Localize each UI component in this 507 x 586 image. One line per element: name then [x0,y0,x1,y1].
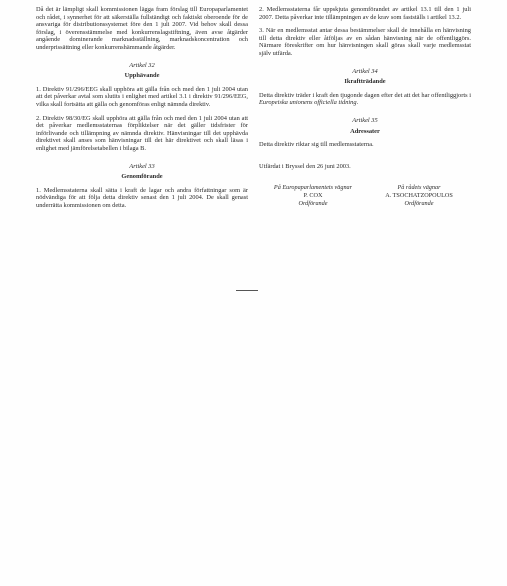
article-33-number: Artikel 33 [129,162,155,170]
signature-block [259,184,471,224]
left-column [36,6,248,215]
article-32-title: Upphävande [124,72,160,80]
signature-role: Ordförande [404,200,434,208]
article-35-paragraph: Detta direktiv riktar sig till medlemsstaterna. [259,141,374,149]
article-34-title: Ikraftträdande [344,78,386,86]
article-35-number: Artikel 35 [352,116,378,124]
intro-paragraph: Då det är lämpligt skall kommissionen lägga fram förslag till Europaparlamentet och rådet, i synnerhet för att säkerställa fullständigt och faktiskt oberoende för de ansvariga för distributionssystemet före den 1 juli 2007. Vid behov skall dessa förslag, i överensstämmelse med konkurrenslagstiftning, även avse åtgärder angående dominerande marknadsställning, marknadskoncentration och underprissättning eller konkurrenshämmande åtgärder. [36,6,248,51]
signature-on-behalf: På Europaparlamentets vägnar [273,184,353,192]
signature-parliament [263,184,363,208]
signature-name: P. COX [303,192,323,200]
signature-name: A. TSOCHATZOPOULOS [385,192,453,200]
article-35-title: Adressater [350,127,380,135]
article-33-paragraph-2: 2. Medlemsstaterna får uppskjuta genomförandet av artikel 13.1 till den 1 juli 2007. Detta påverkar inte tillämpningen av de krav som fastställs i artikel 13.2. [259,6,471,21]
end-rule-divider [236,290,258,291]
article-34-paragraph [259,92,471,107]
signature-role: Ordförande [298,200,328,208]
article-33-paragraph-1: 1. Medlemsstaterna skall sätta i kraft de lagar och andra författningar som är nödvändiga för att följa detta direktiv senast den 1 juli 2004. De skall genast underrätta kommissionen om detta. [36,186,248,209]
article-33-title: Genomförande [121,173,163,181]
article-34-text: Detta direktiv träder i kraft den tjugonde dagen efter det att det har offentliggjorts i [259,91,471,99]
article-34-text-end: . [356,99,359,107]
article-34-number: Artikel 34 [352,67,378,75]
signature-on-behalf: På rådets vägnar [397,184,441,192]
official-journal-title: Europeiska unionens officiella tidning [259,99,357,107]
signature-council [369,184,469,208]
article-32-number: Artikel 32 [129,61,155,69]
done-at-line: Utfärdat i Bryssel den 26 juni 2003. [259,162,351,170]
article-32-paragraph-2: 2. Direktiv 98/30/EG skall upphöra att gälla från och med den 1 juli 2004 utan att det påverkar medlemsstaternas förpliktelser när det gäller tidsfrister för införlivande och tillämpning av nämnda direktiv. Hänvisningar till det upphävda direktivet skall anses som hänvisningar till det här direktivet och skall läsas i enlighet med jämförelsetabellen i bilaga B. [36,114,248,152]
article-32-paragraph-1: 1. Direktiv 91/296/EEG skall upphöra att gälla från och med den 1 juli 2004 utan att det påverkar avtal som slutits i enlighet med artikel 3.1 i direktiv 91/296/EEG, vilka skall fortsätta att gälla och genomföras enligt nämnda direktiv. [36,85,248,108]
right-column [259,6,471,224]
article-33-paragraph-3: 3. När en medlemsstat antar dessa bestämmelser skall de innehålla en hänvisning till detta direktiv eller åtföljas av en sådan hänvisning när de offentliggörs. Närmare föreskrifter om hur hänvisningen skall göras skall varje medlemsstat själv utfärda. [259,27,471,57]
